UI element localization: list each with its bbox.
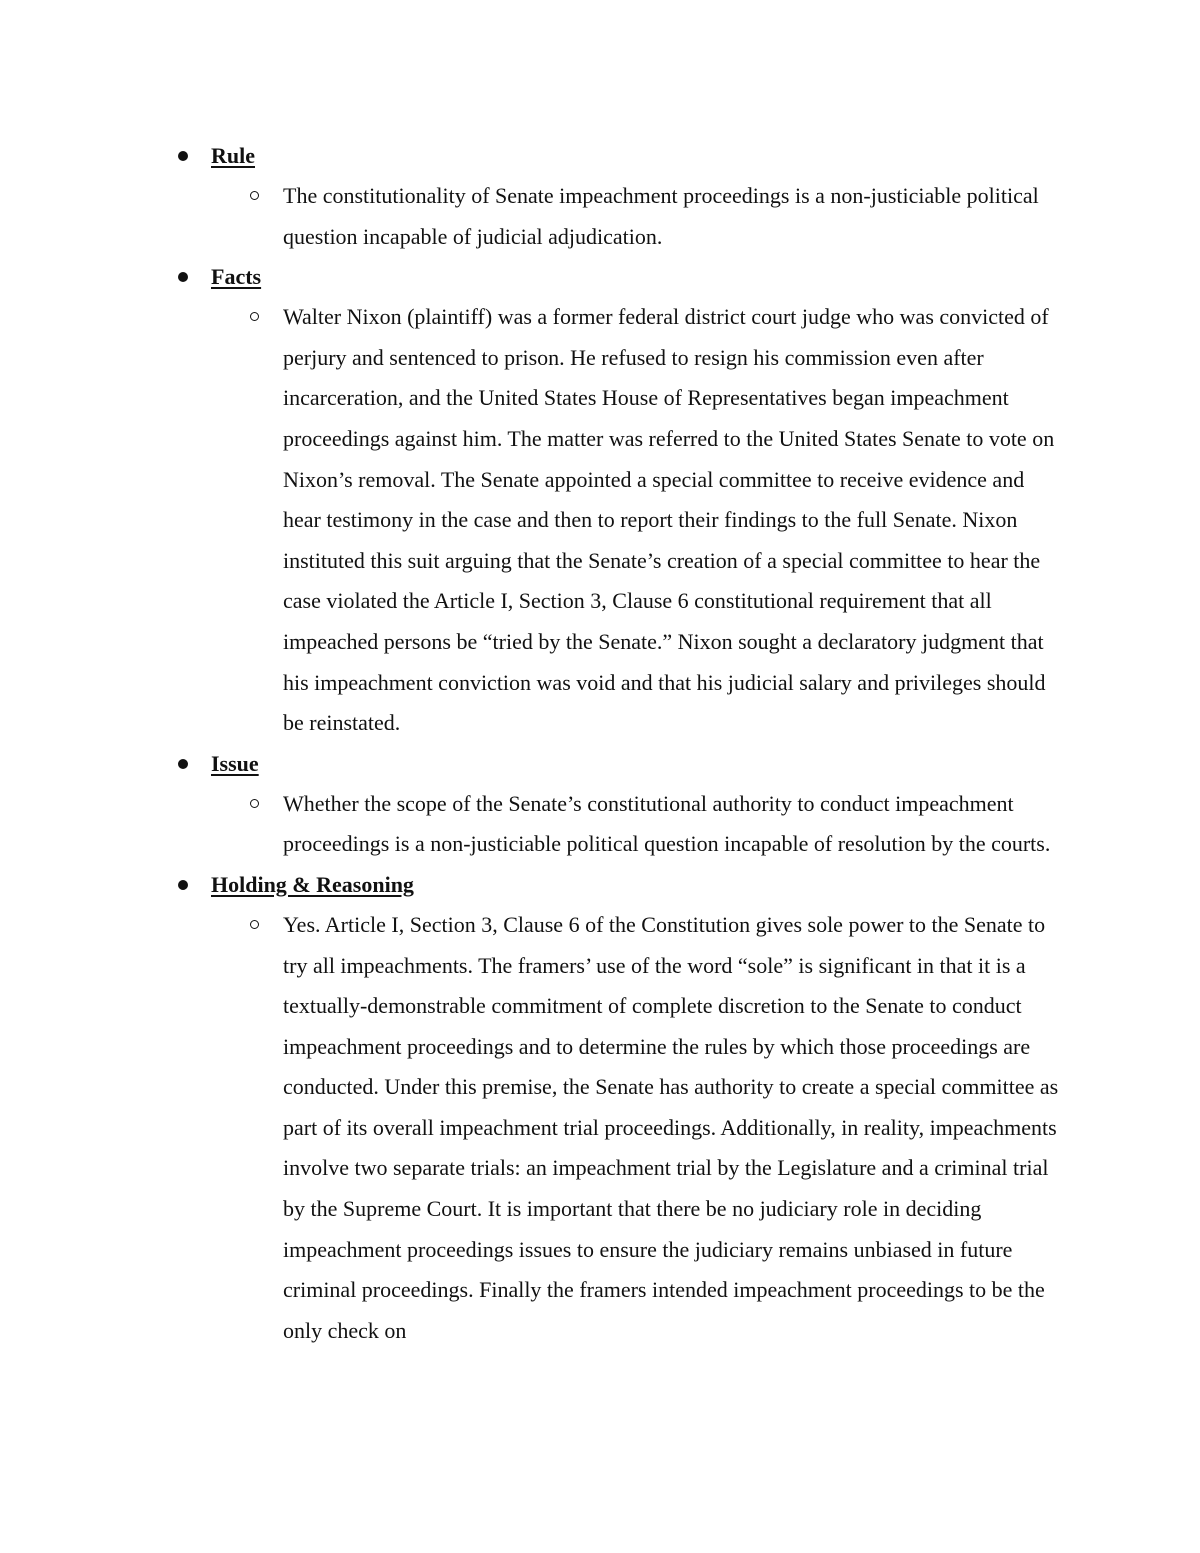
section-text: Whether the scope of the Senate’s constitutional authority to conduct impeachment proceedings is a non-justiciable political question incapable of resolution by the courts.	[283, 790, 1051, 857]
sub-item	[0, 784, 1200, 865]
heading-row	[0, 136, 1200, 176]
sub-item	[0, 905, 1200, 1352]
circle-bullet-icon	[250, 799, 259, 808]
section-holding-reasoning	[0, 865, 1200, 1352]
heading-row	[0, 744, 1200, 784]
section-issue	[0, 744, 1200, 865]
sub-item	[0, 176, 1200, 257]
circle-bullet-icon	[250, 312, 259, 321]
section-heading: Facts	[211, 264, 262, 290]
heading-row	[0, 865, 1200, 905]
bullet-icon	[178, 151, 188, 161]
document-page	[0, 136, 1200, 1351]
bullet-icon	[178, 880, 188, 890]
circle-bullet-icon	[250, 920, 259, 929]
section-heading: Holding & Reasoning	[211, 871, 414, 897]
section-heading: Issue	[211, 750, 259, 776]
circle-bullet-icon	[250, 191, 259, 200]
heading-row	[0, 257, 1200, 297]
section-text: Walter Nixon (plaintiff) was a former federal district court judge who was convicted of perjury and sentenced to prison. He refused to resign his commission even after incarceration, and the United States House of Representatives began impeachment proceedings against him. The matter was referred to the United States Senate to vote on Nixon’s removal. The Senate appointed a special committee to receive evidence and hear testimony in the case and then to report their findings to the full Senate. Nixon instituted this suit arguing that the Senate’s creation of a special committee to hear the case violated the Article I, Section 3, Clause 6 constitutional requirement that all impeached persons be “tried by the Senate.” Nixon sought a declaratory judgment that his impeachment conviction was void and that his judicial salary and privileges should be reinstated.	[283, 304, 1055, 736]
bullet-icon	[178, 759, 188, 769]
sub-item	[0, 297, 1200, 744]
section-text: Yes. Article I, Section 3, Clause 6 of the Constitution gives sole power to the Senate to try all impeachments. The framers’ use of the word “sole” is significant in that it is a textually-demonstrable commitment of complete discretion to the Senate to conduct impeachment proceedings and to determine the rules by which those proceedings are conducted. Under this premise, the Senate has authority to create a special committee as part of its overall impeachment trial proceedings. Additionally, in reality, impeachments involve two separate trials: an impeachment trial by the Legislature and a criminal trial by the Supreme Court. It is important that there be no judiciary role in deciding impeachment proceedings issues to ensure the judiciary remains unbiased in future criminal proceedings. Finally the framers intended impeachment proceedings to be the only check on	[283, 911, 1059, 1343]
section-heading: Rule	[211, 143, 255, 168]
section-text: The constitutionality of Senate impeachment proceedings is a non-justiciable political question incapable of judicial adjudication.	[283, 183, 1039, 249]
section-facts	[0, 257, 1200, 744]
bullet-icon	[178, 272, 188, 282]
section-rule	[0, 136, 1200, 257]
